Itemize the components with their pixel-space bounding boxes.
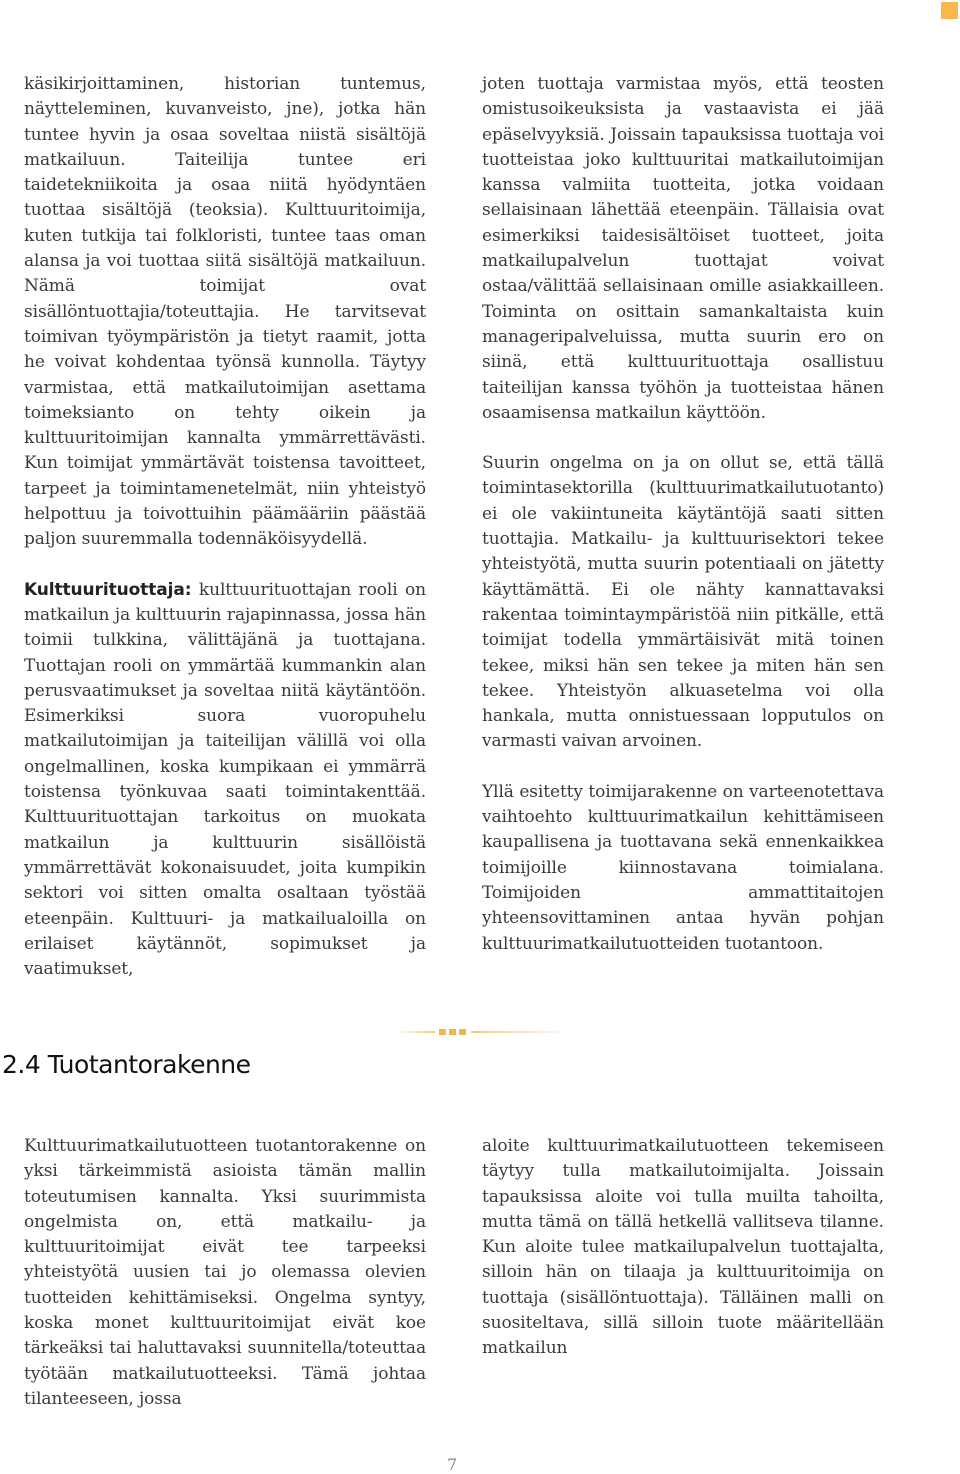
paragraph-body: kulttuurituottajan rooli on matkailun ja kulttuurin rajapinnassa, jossa hän toimii tulkkina, välittäjänä ja tuottajana. Tuottajan rooli on ymmärtää kummankin alan perusvaatimukset ja soveltaa niitä käytäntöön. Esimerkiksi suora vuoropuhelu matkailutoimijan ja taiteilijan välillä voi olla ongelmallinen, koska kumpikaan ei ymmärrä toistensa työnkuvaa saati toimintakenttää. Kulttuurituottajan tarkoitus on muokata matkailun ja kulttuurin sisällöistä ymmärrettävät kokonaisuudet, joita kumpikin sektori voi sitten omalta osaltaan työstää eteenpäin. Kulttuuri- ja matkailualoilla on erilaiset käytännöt, sopimukset ja vaatimukset, xyxy=(24,579,426,980)
divider-square xyxy=(449,1029,456,1035)
divider-line-right xyxy=(471,1031,570,1033)
section-heading: 2.4 Tuotantorakenne xyxy=(2,1050,251,1079)
text-column-top-left xyxy=(24,72,426,982)
paragraph: Yllä esitetty toimijarakenne on varteenotettava vaihtoehto kulttuurimatkailun kehittämiseen kaupallisena ja tuottavana sekä ennenkaikkea toimijoille kiinnostavana toimialana. Toimijoiden ammattitaitojen yhteensovittaminen antaa hyvän pohjan kulttuurimatkailutuotteiden tuotantoon. xyxy=(482,781,884,954)
paragraph: aloite kulttuurimatkailutuotteen tekemiseen täytyy tulla matkailutoimijalta. Joissain tapauksissa aloite voi tulla muilta tahoilta, mutta tämä on tällä hetkellä vallitseva tilanne. Kun aloite tulee matkailupalvelun tuottajalta, silloin hän on tilaaja ja kulttuuritoimija on tuottaja (sisällöntuottaja). Tälläinen malli on suositeltava, sillä silloin tuote määritellään matkailun xyxy=(482,1136,884,1359)
paragraph: joten tuottaja varmistaa myös, että teosten omistusoikeuksista ja vastaavista ei jää epäselvyyksiä. Joissain tapauksissa tuottaja voi tuotteistaa joko kulttuuritai matkailutoimijan kanssa valmiita tuotteita, jotka voidaan sellaisinaan lähettää eteenpäin. Tällaisia ovat esimerkiksi taidesisältöiset tuotteet, joita matkailupalvelun tuottajat voivat ostaa/välittää sellaisinaan omille asiakkailleen. Toiminta on osittain samankaltaista kuin manageripalveluissa, mutta suurin ero on siinä, että kulttuurituottaja osallistuu taiteilijan kanssa työhön ja tuotteistaa hänen osaamisensa matkailun käyttöön. xyxy=(482,74,884,423)
decorative-divider xyxy=(395,1027,570,1037)
paragraph: Suurin ongelma on ja on ollut se, että tällä toimintasektorilla (kulttuurimatkailutuotanto) ei ole vakiintuneita käytäntöjä saati sitten tuottajia. Matkailu- ja kulttuurisektori tekee yhteistyötä, mutta suurin potentiaali on jätetty käyttämättä. Ei ole nähty kannattavaksi rakentaa toimintaympäristöä niin pitkälle, että toimijat todella ymmärtäisivät mitä toinen tekee, miksi hän sen tekee ja miten hän sen tekee. Yhteistyön alkuasetelma voi olla hankala, mutta onnistuessaan lopputulos on varmasti vaivan arvoinen. xyxy=(482,453,884,752)
page-number: 7 xyxy=(447,1455,458,1474)
paragraph-kulttuurituottaja xyxy=(24,578,426,983)
divider-line-left xyxy=(395,1031,435,1033)
text-column-bottom-right xyxy=(482,1134,884,1362)
term-label: Kulttuurituottaja: xyxy=(24,579,192,600)
divider-square xyxy=(439,1029,446,1035)
paragraph: Kulttuurimatkailutuotteen tuotantorakenne on yksi tärkeimmistä asioista tämän mallin toteutumisen kannalta. Yksi suurimmista ongelmista on, että matkailu- ja kulttuuritoimijat eivät tee tarpeeksi yhteistyötä uusien tai jo olemassa olevien tuotteiden kehittämiseksi. Ongelma syntyy, koska monet kulttuuritoimijat eivät koe tärkeäksi tai haluttavaksi suunnitella/toteuttaa työtään matkailutuotteeksi. Tämä johtaa tilanteeseen, jossa xyxy=(24,1136,426,1409)
text-column-top-right xyxy=(482,72,884,957)
divider-square xyxy=(459,1029,466,1035)
text-column-bottom-left xyxy=(24,1134,426,1412)
corner-accent-square xyxy=(941,2,958,19)
paragraph: käsikirjoittaminen, historian tuntemus, näytteleminen, kuvanveisto, jne), jotka hän tuntee hyvin ja osaa soveltaa niistä sisältöjä matkailuun. Taiteilija tuntee eri taidetekniikoita ja osaa niitä hyödyntäen tuottaa sisältöjä (teoksia). Kulttuuritoimija, kuten tutkija tai folkloristi, tuntee taas oman alansa ja voi tuottaa siitä sisältöjä matkailuun. Nämä toimijat ovat sisällöntuottajia/toteuttajia. He tarvitsevat toimivan työympäristön ja tietyt raamit, jotta he voivat kohdentaa työnsä kunnolla. Täytyy varmistaa, että matkailutoimijan asettama toimeksianto on tehty oikein ja kulttuuritoimijan kannalta ymmärrettävästi. Kun toimijat ymmärtävät toistensa tavoitteet, tarpeet ja toimintamenetelmät, niin yhteistyö helpottuu ja toivottuihin päämääriin päästää paljon suuremmalla todennäköisyydellä. xyxy=(24,74,426,550)
